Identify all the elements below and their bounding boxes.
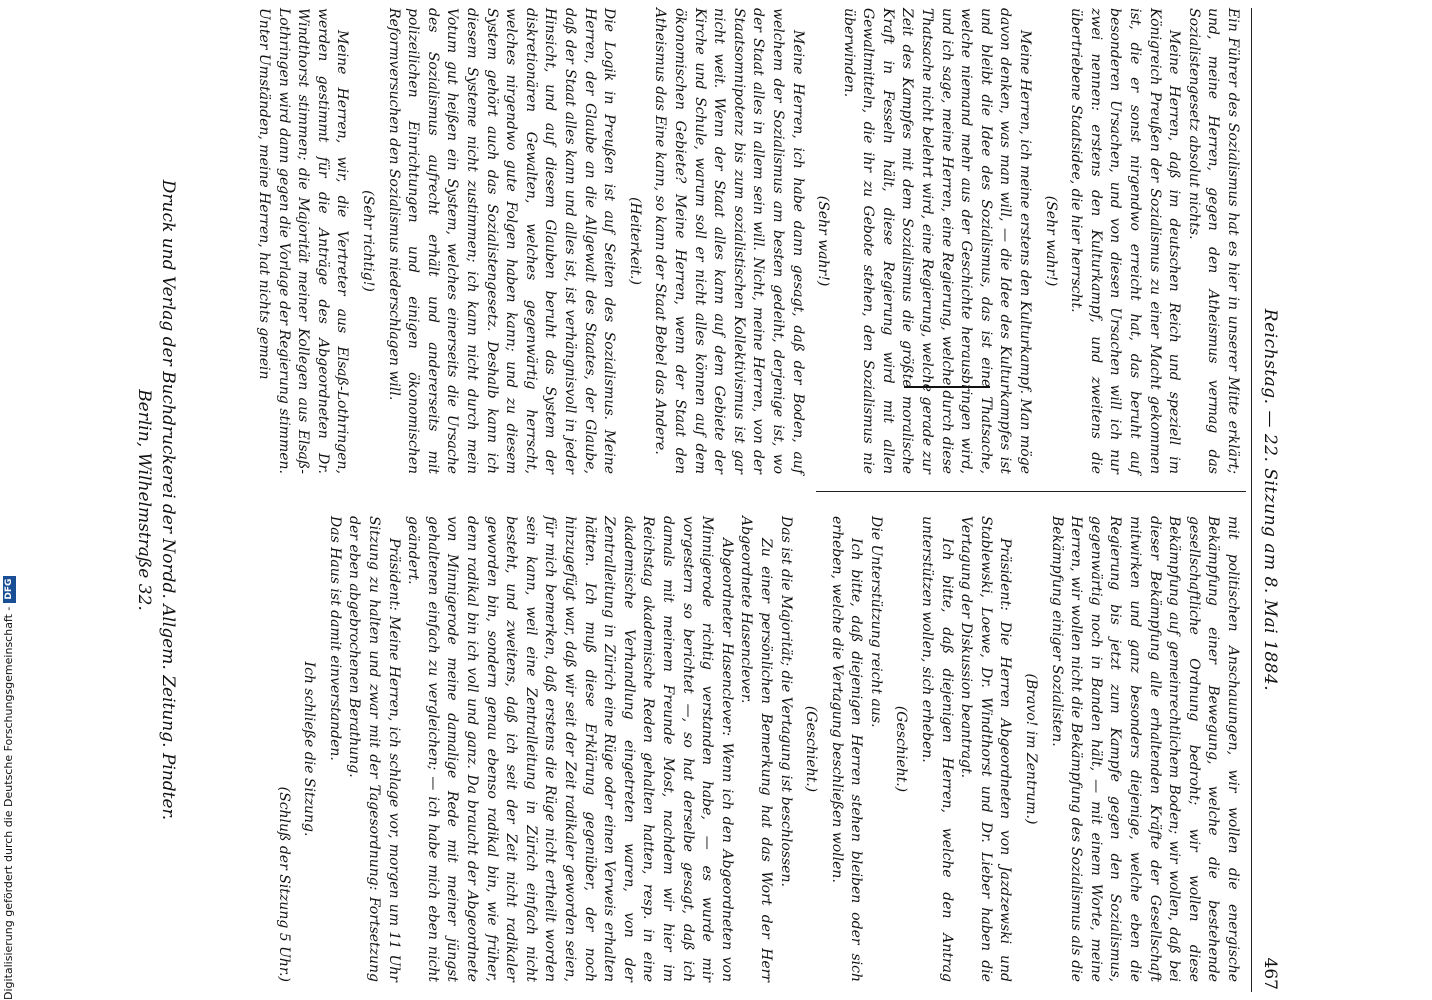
imprint-line: Druck und Verlag der Buchdruckerei der Nordd. Allgem. Zeitung. Pindter. <box>158 179 178 821</box>
left-column <box>256 8 1242 474</box>
interjection: (Bravo! im Zentrum.) <box>1023 673 1040 825</box>
interjection: (Sehr wahr!) <box>815 195 832 287</box>
president-statement: Präsident: Die Herren Abgeordneten von Jazdzewski und Stablewski, Loewe, Dr. Windthorst und Dr. Lieber haben die Vertagung der Diskussion beantragt. <box>958 516 1014 982</box>
president-statement: Präsident: Meine Herren, ich schlage vor, morgen um 11 Uhr Sitzung zu halten und zwar mit der Tagesordnung: Fortsetzung der eben abgebrochenen Berathung. <box>346 516 402 982</box>
paragraph: Zu einer persönlichen Bemerkung hat das Wort der Herr Abgeordnete Hasenclever. <box>738 516 774 982</box>
paragraph: Meine Herren, wir, die Vertreter aus Elsaß-Lothringen, werden gestimmt für die Anträge des Abgeordneten Dr. Windthorst stimmen; die Majorität meiner Kollegen aus Elsaß-Lothringen wird dann gegen die Vorlage der Regierung stimmen. Unter Umständen, meine Herren, hat nichts gemein <box>256 8 351 474</box>
imprint-address: Berlin, Wilhelmstraße 32. <box>134 389 154 611</box>
column-divider <box>816 491 1246 492</box>
imprint <box>132 0 180 1000</box>
speech-hasenclever: Abgeordneter Hasenclever: Wenn ich den Abgeordneten von Minnigerode richtig verstanden habe, — es wurde mir vorgestern so berichtet —, so hat derselbe gesagt, daß ich damals mit meinem Freunde Most, nachdem wir hier im Reichstag akademische Reden gehalten hatten, resp. in eine akademische Verhandlung eingetreten waren, von der Zentralleitung in Zürich eine Rüge oder einen Verweis erhalten hätten. Ich muß diese Erklärung gegenüber, der noch hinzugefügt war, daß wir seit der Zeit radikaler geworden seien, für mich bemerken, daß erstens die Rüge nicht ertheilt worden sein kann, weil eine Zentralleitung in Zürich einfach nicht besteht, und zweitens, daß ich seit der Zeit nicht radikaler geworden bin, sondern genau ebenso radikal bin, wie früher, denn radikal bin ich voll und ganz. Da braucht der Abgeordnete von Minnigerode meine damalige Rede mit meiner jüngst gehaltenen einfach zu vergleichen; — ich habe mich eben nicht geändert. <box>405 516 735 982</box>
interjection: (Sehr richtig!) <box>360 190 377 292</box>
paragraph: Ein Führer des Sozialismus hat es hier in unserer Mitte erklärt; und, meine Herren, gegen den Atheismus vermag das Sozialistengesetz absolut nichts. <box>1185 8 1241 474</box>
paragraph: Ich bitte, daß diejenigen Herren stehen bleiben oder sich erheben, welche die Vertagung beschließen wollen. <box>828 516 865 982</box>
paragraph: Die Unterstützung reicht aus. <box>867 516 884 728</box>
funding-notice <box>1 575 17 1000</box>
paragraph: Das Haus ist damit einverstanden. <box>326 516 343 761</box>
interjection: (Geschieht.) <box>893 705 910 793</box>
header-title: Reichstag. — 22. Sitzung am 8. Mai 1884. <box>1260 308 1280 692</box>
page-header <box>1244 0 1290 1000</box>
paragraph: Ich schließe die Sitzung. <box>301 661 318 837</box>
paragraph: Meine Herren, ich habe dann gesagt, daß der Boden, auf welchem der Sozialismus am besten gedeiht, derjenige ist, wo der Staat alles in allem sein will. Nicht, meine Herren, von der Staatsomnipotenz bis zum sozialistischen Kollektivismus ist gar nicht weit. Wenn der Staat alles kann auf dem Gebiete der Kirche und Schule, warum soll er nicht alles können auf dem ökonomischen Gebiete? Meine Herren, wenn der Staat den Atheismus das Eine kann, so kann der Staat Bebel das Andere. <box>652 8 806 474</box>
paragraph: mit politischen Anschauungen, wir wollen die energische Bekämpfung einer Bewegung, welche die bestehende gesellschaftliche Ordnung bedroht; wir wollen diese Bekämpfung auf gemeinrechtlichem Boden; wir wollen, daß bei dieser Bekämpfung alle erhaltenden Kräfte der Gesellschaft mitwirken und ganz besonders diejenige, welche eben die Regierung bis jetzt zum Kampfe gegen den Sozialismus, gegenwärtig noch in Banden hält, — mit einem Worte, meine Herren, wir wollen nicht die Bekämpfung des Sozialismus als die Bekämpfung einiger Sozialisten. <box>1048 516 1241 982</box>
interjection: (Sehr wahr!) <box>1042 195 1059 287</box>
paragraph: Meine Herren, daß im deutschen Reich und speziell im Königreich Preußen der Sozialismus zu einer Macht gekommen ist, die er sonst nirgendwo erreicht hat, das beruht auf besonderen Ursachen, und von diesen Ursachen will ich nur zwei nennen: erstens den Kulturkampf, und zweitens die übertriebene Staatsidee, die hier herrscht. <box>1068 8 1183 474</box>
funding-text: Digitalisierung gefördert durch die Deutsche Forschungsgemeinschaft - <box>2 606 15 1000</box>
page-number: 467 <box>1260 957 1280 990</box>
interjection: (Heiterkeit.) <box>626 197 643 285</box>
paragraph: Meine Herren, ich meine erstens den Kulturkampf. Man möge davon denken, was man will, — die Idee des Kulturkampfes ist und bleibt die Idee des Sozialismus, das ist eine Thatsache, welche niemand mehr aus der Geschichte herausbringen wird, und ich sage, meine Herren, eine Regierung, welche durch diese Thatsache nicht belehrt wird, eine Regierung, welche gerade zur Zeit des Kampfes mit dem Sozialismus die größte moralische Kraft in Fesseln hält, diese Regierung wird mit allen Gewaltmitteln, die ihr zu Gebote stehen, den Sozialismus nie überwinden. <box>840 8 1034 474</box>
end-rule <box>904 386 990 388</box>
paragraph: Ich bitte, daß diejenigen Herren, welche den Antrag unterstützen wollen, sich erheben. <box>919 516 955 982</box>
right-column <box>275 516 1242 982</box>
session-end-note: (Schluß der Sitzung 5 Uhr.) <box>275 786 292 982</box>
dfg-logo: DFG <box>3 576 16 603</box>
paragraph: Das ist die Majorität; die Vertagung ist beschlossen. <box>777 516 794 887</box>
paragraph: Die Logik in Preußen ist auf Seiten des Sozialismus. Meine Herren, der Glaube an die Allgewalt des Staates, der Glaube, daß der Staat alles kann und alles ist, ist verhängnisvoll in jeder Hinsicht, und auf diesem Glauben beruht das System der diskretionären Gewalten, welches gegenwärtig herrscht, welches nirgendwo gute Folgen haben kann; und zu diesem System gehört auch das Sozialistengesetz. Deshalb kann ich diesem Systeme nicht zustimmen; ich kann nicht durch mein Votum gut heißen ein System, welches einerseits die Ursache des Sozialismus aufrecht erhält und andererseits mit polizeilichen Einrichtungen und einigen ökonomischen Reformversuchen den Sozialismus niederschlagen will. <box>385 8 618 474</box>
header-rule <box>1251 8 1252 992</box>
interjection: (Geschieht.) <box>803 705 820 793</box>
